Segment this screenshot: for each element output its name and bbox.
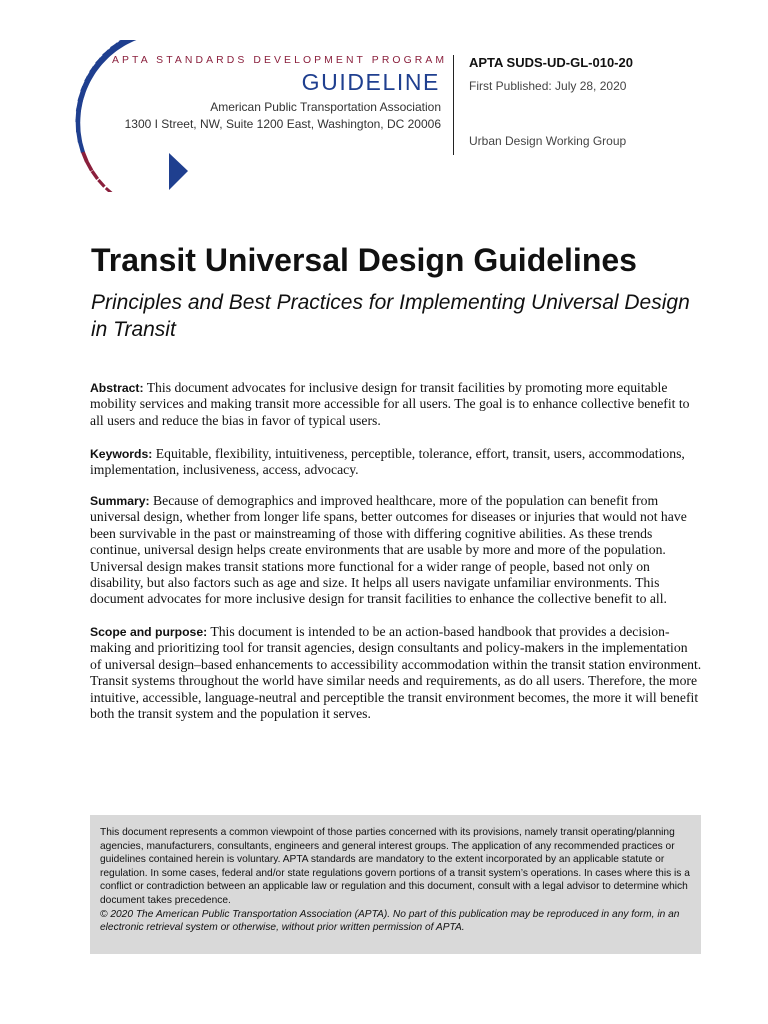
page-subtitle: Principles and Best Practices for Implementing Universal Design in Transit: [91, 291, 690, 341]
keywords-text: Equitable, flexibility, intuitiveness, perceptible, tolerance, effort, transit, users, accommodations, implementation, inclusiveness, access, advocacy.: [90, 446, 685, 478]
abstract-label: Abstract:: [90, 381, 144, 395]
working-group: Urban Design Working Group: [469, 134, 627, 148]
logo-dash: [105, 187, 113, 192]
logo-dash: [85, 161, 93, 172]
keywords-label: Keywords:: [90, 447, 153, 461]
summary-label: Summary:: [90, 494, 150, 508]
disclaimer-text: This document represents a common viewpoint of those parties concerned with its provisions, namely transit operating/planning agencies, manufacturers, consultants, engineers and general interest groups. The application of any recommended practices or guidelines contained herein is voluntary. APTA standards are mandatory to the extent incorporated by an applicable statute or regulation. In some cases, federal and/or state regulations govern portions of a transit system’s operations. In cases where this is a conflict or contradiction between an applicable law or regulation and this document, consult with a legal advisor to determine which document takes precedence.: [100, 827, 690, 906]
header-divider: [453, 55, 454, 155]
organization-address: 1300 I Street, NW, Suite 1200 East, Washington, DC 20006: [124, 117, 441, 131]
keywords-section: [90, 446, 702, 479]
document-type: GUIDELINE: [301, 69, 440, 95]
logo-dash: [97, 179, 105, 188]
abstract-section: [90, 380, 702, 429]
logo-dash: [91, 170, 99, 180]
organization-name: American Public Transportation Association: [210, 100, 441, 114]
abstract-text: This document advocates for inclusive design for transit facilities by promoting more equitable mobility services and making transit more accessible for all users. The goal is to enhance collective benefit to all users and reduce the bias in favor of typical users.: [90, 380, 690, 428]
scope-label: Scope and purpose:: [90, 625, 208, 639]
program-line: APTA STANDARDS DEVELOPMENT PROGRAM: [112, 55, 448, 66]
logo-arrowhead: [169, 153, 188, 190]
logo-dash: [119, 40, 140, 47]
page-title: Transit Universal Design Guidelines: [91, 242, 637, 278]
document-number: APTA SUDS-UD-GL-010-20: [469, 55, 633, 70]
summary-text: Because of demographics and improved healthcare, more of the population can benefit from universal design, whether from longer life spans, better outcomes for diseases or injuries that would not have been survivable in the past or mainstreaming of those with differing cognitive abilities. As these trends continue, universal design helps create environments that are usable by more and more of the population. Universal design makes transit stations more functional for a wider range of people, based not only on disability, but also factors such as age and size. It helps all users navigate unfamiliar environments. This document advocates for more inclusive design for transit facilities to enhance the collective benefit to all.: [90, 493, 687, 607]
copyright-notice: © 2020 The American Public Transportation Association (APTA). No part of this publication may be reproduced in any form, in an electronic retrieval system or otherwise, without prior written permission of APTA.: [100, 908, 680, 934]
scope-section: [90, 624, 702, 722]
publication-date: First Published: July 28, 2020: [469, 79, 627, 93]
disclaimer-box: [90, 815, 701, 954]
summary-section: [90, 493, 702, 608]
scope-text: This document is intended to be an action-based handbook that provides a decision-making and prioritizing tool for transit agencies, design consultants and policy-makers in the implementation of universal design–based enhancements to accessibility accommodation within the transit station environment. Transit systems throughout the world have similar needs and requirements, as do all users. Therefore, the more intuitive, accessible, language-neutral and perceptible the transit environment becomes, the more it will benefit both the transit system and the population it serves.: [90, 624, 702, 722]
